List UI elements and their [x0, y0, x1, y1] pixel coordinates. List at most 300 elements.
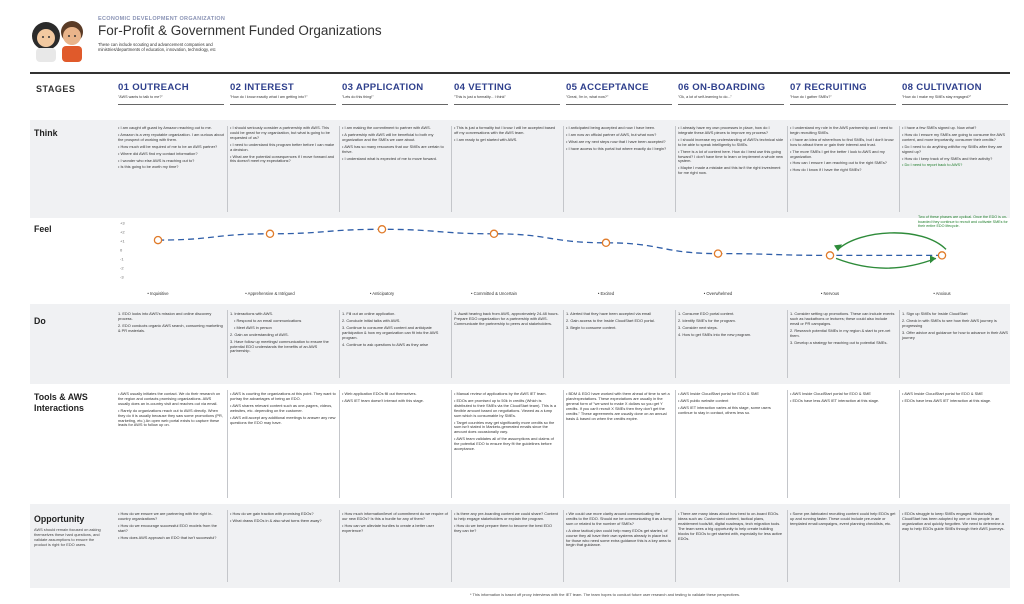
bullet-icon: •: [230, 414, 233, 420]
do-item: 1. Fill out an online application.: [342, 311, 396, 316]
bullet-icon: •: [230, 153, 233, 159]
think-item: [790, 168, 896, 173]
column-separator: [227, 510, 228, 582]
opportunity-subtitle: AWS should remain focused on asking themselves these hard questions, and validate assumptions to ensure the product is right for EDO users.: [34, 527, 101, 547]
feel-label: • Overwhelmed: [703, 291, 733, 296]
item-text: We could use more clarity around communicating the credits to the EDO. Should we be communicating it as a lump sum or related to the number of SMEs?: [566, 511, 672, 526]
do-item: 3. Begin to consume content.: [566, 324, 617, 330]
think-item: [566, 126, 672, 131]
bullet-icon: •: [790, 511, 793, 516]
item-text: Web application EDOs fill out themselves.: [344, 391, 417, 396]
item-text: AWS team validates all of the assumptions and claims of the potential EDO to ensure they fit the guidelines before acceptance.: [454, 436, 554, 452]
bullet-icon: •: [902, 155, 905, 161]
opportunity-item: [566, 529, 672, 549]
bullet-icon: •: [678, 391, 681, 396]
bullet-icon: •: [118, 391, 121, 396]
item-text: I have an idea of where/how to find SMEs, but I don't know how to attract them or gain their interest and trust.: [790, 136, 894, 147]
think-item: [342, 157, 448, 162]
stage-2: [230, 82, 336, 99]
item-text: I am caught off guard by Amazon reaching out to me.: [120, 125, 212, 130]
do-item: 2. Gain access to the Inside CloudStart EDO portal.: [566, 317, 655, 323]
bullet-icon: •: [902, 511, 905, 516]
bullet-icon: •: [454, 125, 457, 130]
opportunity-cell: [118, 512, 224, 543]
bullet-icon: •: [454, 136, 457, 142]
bullet-icon: •: [902, 125, 905, 130]
bullet-icon: •: [790, 391, 793, 396]
bullet-icon: •: [118, 125, 121, 130]
item-text: Is this going to be worth my time?: [120, 164, 179, 170]
stage-underline: [902, 104, 1008, 105]
tools-item: [118, 392, 224, 407]
feel-point: [826, 252, 833, 259]
think-cell: [790, 126, 896, 175]
do-item: 2. Identify SME's for the program.: [678, 317, 736, 323]
feel-label: • Excited: [597, 291, 615, 296]
tools-cell: [902, 392, 1008, 406]
think-item: [678, 126, 784, 136]
think-item: [230, 143, 336, 153]
do-cell: [230, 312, 336, 356]
item-text: Amazon is a very reputable organization. I am curious about the prospect of working with them.: [118, 131, 224, 142]
column-separator: [339, 390, 340, 498]
bullet-icon: •: [342, 125, 345, 130]
column-separator: [675, 510, 676, 582]
item-text: What are my next steps now that I have been accepted?: [568, 138, 666, 144]
opportunity-cell: [230, 512, 336, 526]
do-item: 1. Interactions with AWS.: [230, 311, 274, 316]
item-text: I understand my role in the AWS partnership and I need to begin recruiting SMEs.: [790, 125, 893, 135]
do-item: 2. Check in with SMEs to see how their AWS journey is progressing: [902, 317, 997, 328]
do-item: 1. Consider setting up promotions. These can include events such as hackathons or lectures; these could also include email or PR campaigns.: [790, 311, 895, 326]
do-item: 1. Sign up SMEs for Inside CloudStart: [902, 311, 968, 316]
column-separator: [899, 310, 900, 378]
row-label-opportunity: Opportunity: [34, 514, 85, 524]
think-cell: [118, 126, 224, 172]
bullet-icon: •: [566, 511, 569, 516]
do-item: • Meet AWS in person: [234, 324, 272, 330]
feel-label: • Committed & Uncertain: [471, 291, 517, 296]
do-item: 1. Await hearing back from AWS, approximately 24-48 hours. Prepare EDO organization for a partnership with AWS. Communicate the partnership to peers and stakeholders.: [454, 311, 559, 326]
bullet-icon: •: [454, 436, 457, 442]
stage-name: 08 CULTIVATION: [902, 82, 982, 93]
opportunity-cell: [342, 512, 448, 536]
do-item: 1. Consume EDO portal content.: [678, 311, 735, 316]
tools-cell: [342, 392, 448, 406]
item-text: AWS usually initiates the contact. We do their research on the region and contacts promising organizations. AWS usually does an in-country visit and reaches out via email.: [118, 391, 221, 406]
feel-label: • Anxious: [933, 291, 951, 296]
column-separator: [563, 310, 564, 378]
bullet-icon: •: [678, 404, 681, 410]
item-text: How do we ensure we are partnering with the right in-country organizations?: [118, 511, 213, 521]
do-item: 2. EDO conducts organic AWS search, consuming marketing & PR materials.: [118, 322, 223, 333]
header-divider: [30, 72, 1010, 74]
bullet-icon: •: [790, 167, 793, 173]
row-label-think: Think: [34, 128, 58, 138]
do-cell: [342, 312, 448, 349]
bullet-icon: •: [230, 517, 233, 523]
bullet-icon: •: [902, 162, 905, 168]
axis-tick: -3: [120, 274, 124, 280]
item-text: How do we encourage successful EDO models from the start?: [118, 522, 217, 533]
think-item: [902, 163, 1008, 168]
bullet-icon: •: [230, 125, 233, 130]
do-cell: [790, 312, 896, 347]
bullet-icon: •: [118, 522, 121, 528]
column-separator: [227, 310, 228, 378]
column-separator: [451, 510, 452, 582]
column-separator: [675, 310, 676, 378]
tools-item: [230, 392, 336, 402]
item-text: I wonder who else AWS is reaching out to?: [120, 157, 195, 163]
think-item: [790, 150, 896, 160]
bullet-icon: •: [454, 522, 457, 528]
bullet-icon: •: [118, 131, 121, 137]
item-text: I already have my own processes in place, how do I integrate these AWS pieces to improve my process?: [678, 125, 770, 135]
item-text: How can we alleviate hurdles to create a better user experience?: [342, 522, 434, 533]
item-text: I am now an official partner of AWS, but what now?: [568, 131, 657, 137]
think-cell: [342, 126, 448, 163]
stage-name: 02 INTEREST: [230, 82, 295, 93]
do-item: 1. EDO looks into AWS's mission and online discovery process.: [118, 311, 212, 321]
bullet-icon: •: [678, 136, 681, 142]
item-text: I have a few SMEs signed up. Now what?: [904, 125, 977, 130]
opportunity-item: [118, 524, 224, 534]
bullet-icon: •: [454, 397, 457, 403]
tools-item: [566, 392, 672, 421]
column-separator: [451, 310, 452, 378]
bullet-icon: •: [118, 407, 121, 413]
bullet-icon: •: [678, 397, 681, 403]
bullet-icon: •: [230, 141, 233, 147]
opportunity-item: [118, 512, 224, 522]
column-separator: [899, 510, 900, 582]
feel-point: [714, 250, 721, 257]
think-cell: [566, 126, 672, 154]
axis-tick: -2: [120, 265, 124, 271]
column-separator: [675, 390, 676, 498]
column-separator: [339, 310, 340, 378]
think-item: [118, 126, 224, 131]
stage-underline: [790, 104, 896, 105]
stage-underline: [230, 104, 336, 105]
do-item: 2. Research potential SMEs in my region & start to pre-vet them.: [790, 327, 891, 338]
item-text: BDM & EDO have worked with them ahead of time to set a plan/expectations. These expectations are usually in the general form of "we want to make X dollars so you get Y credits. If you can't recruit X SMEs then they don't get the credits." These agreements are usually done on an annual basis & based on when the credits expire.: [566, 391, 670, 421]
think-cell: [454, 126, 560, 145]
column-separator: [899, 126, 900, 212]
think-cell: [230, 126, 336, 166]
tools-cell: [678, 392, 784, 418]
stage-underline: [566, 104, 672, 105]
axis-tick: -1: [120, 256, 124, 262]
item-text: EDOs are promised up to 50k in credits (Which is distributed to their SMEs via the CloudStart team). This is a flexible amount based on negotiations. Viewed as a lump sum which is consumable by SMEs.: [454, 397, 556, 418]
think-item: [342, 126, 448, 131]
opportunity-item: [230, 519, 336, 524]
item-text: What are the potential consequences if I move forward and this doesn't meet my expectations?: [230, 153, 335, 164]
feel-point: [938, 252, 945, 259]
do-item: 1. Alerted that they have been accepted via email: [566, 311, 652, 316]
stage-underline: [118, 104, 224, 105]
opportunity-cell: [678, 512, 784, 543]
stage-name: 05 ACCEPTANCE: [566, 82, 649, 93]
item-text: How much information/level of commitment do we require of our new EDOs? Is this a hurdle for any of them?: [342, 511, 448, 521]
do-item: 3. Develop a strategy for reaching out to potential SMEs.: [790, 339, 888, 345]
think-item: [454, 126, 560, 136]
stages-label: STAGES: [36, 84, 76, 94]
think-cell: [678, 126, 784, 178]
item-text: Maybe I made a mistake and this isn't the right investment for me right now.: [678, 165, 781, 176]
stage-quote: "How do I gather SMEs?": [790, 94, 832, 99]
think-item: [566, 133, 672, 138]
item-text: EDOs have less AWS IET interaction at this stage.: [792, 397, 880, 403]
axis-tick: +1: [120, 238, 125, 244]
bullet-icon: •: [230, 511, 233, 516]
bullet-icon: •: [342, 522, 345, 528]
do-cell: [678, 312, 784, 340]
tools-cell: [790, 392, 896, 406]
do-item: 3. Consider next steps.: [678, 324, 718, 330]
tools-item: [454, 399, 560, 419]
column-separator: [675, 126, 676, 212]
item-text: How do we best prepare them to become the best EDO they can be?: [454, 522, 553, 533]
bullet-icon: •: [566, 125, 569, 130]
item-text: How do we gain traction with promising EDOs?: [232, 511, 314, 516]
bullet-icon: •: [566, 527, 569, 533]
think-item: [902, 133, 1008, 143]
stage-8: [902, 82, 1008, 99]
stage-quote: "Lets do this thing!": [342, 94, 374, 99]
tools-item: [790, 392, 896, 397]
column-separator: [563, 126, 564, 212]
item-text: AWS Inside CloudStart portal for EDO & SME: [792, 391, 872, 396]
think-item: [118, 145, 224, 150]
item-text: How do I keep track of my SMEs and their activity?: [904, 155, 993, 161]
item-text: Manual review of applications by the AWS IET team.: [456, 391, 547, 396]
stage-quote: "How do I know exactly what I am getting into?": [230, 94, 308, 99]
persona-avatars-icon: [28, 12, 90, 62]
think-item: [454, 138, 560, 143]
column-separator: [787, 126, 788, 212]
feel-line: [158, 229, 942, 255]
item-text: A clear tactical plan could help many EDOs get started, of course they all have their own systems already in place but for those who need some extra guidance this is a key area to begin that guidance.: [566, 527, 671, 548]
do-cell: [902, 312, 1008, 343]
opportunity-item: [230, 512, 336, 517]
stage-name: 06 ON-BOARDING: [678, 82, 766, 93]
column-separator: [451, 390, 452, 498]
feel-label: • Nervous: [820, 291, 840, 296]
think-cell: [902, 126, 1008, 170]
stage-6: [678, 82, 784, 99]
stage-underline: [454, 104, 560, 105]
bullet-icon: •: [230, 402, 233, 408]
org-label: ECONOMIC DEVELOPMENT ORGANIZATION: [98, 16, 226, 22]
bullet-icon: •: [230, 391, 233, 396]
column-separator: [563, 510, 564, 582]
item-text: The more SMEs I get the better I look to AWS and my organization.: [790, 148, 885, 159]
feel-point: [378, 226, 385, 233]
bullet-icon: •: [342, 143, 345, 149]
opportunity-cell: [454, 512, 560, 536]
bullet-icon: •: [678, 511, 681, 516]
think-item: [902, 157, 1008, 162]
item-text: Rarely do organizations reach out to AWS directly. When they do it is usually because they saw some promotions (PR, marketing, etc.) An open web portal exists to capture these leads for AWS to follow up on.: [118, 407, 223, 428]
think-item: [342, 145, 448, 155]
bullet-icon: •: [902, 131, 905, 137]
item-text: EDOs have less AWS IET interaction at this stage.: [904, 397, 992, 403]
row-label-do: Do: [34, 316, 46, 326]
think-item: [118, 159, 224, 164]
bullet-icon: •: [454, 391, 457, 396]
bullet-icon: •: [566, 138, 569, 144]
row-label-feel: Feel: [34, 224, 52, 234]
think-item: [790, 126, 896, 136]
item-text: Do I need to do anything with/for my SMEs after they are signed up?: [902, 143, 1003, 154]
feel-label: • Inquisitive: [147, 291, 169, 296]
column-separator: [227, 126, 228, 212]
item-text: AWS has so many resources that our SMEs are certain to thrive.: [342, 143, 444, 154]
think-item: [566, 140, 672, 145]
bullet-icon: •: [118, 157, 121, 163]
bullet-icon: •: [678, 148, 681, 154]
do-item: 3. Offer advice and guidance for how to advance in their AWS journey: [902, 329, 1008, 340]
stage-underline: [678, 104, 784, 105]
cycle-arrow-bottom: [836, 258, 936, 268]
item-text: How does AWS approach an EDO that isn't successful?: [120, 534, 217, 540]
stage-quote: "This is just a formality... I think": [454, 94, 506, 99]
item-text: AWS IET interaction varies at this stage, some users continue to stay in contact, others less so.: [678, 404, 771, 415]
think-item: [342, 133, 448, 143]
stage-5: [566, 82, 672, 99]
column-separator: [563, 390, 564, 498]
feel-point: [490, 230, 497, 237]
do-item: • Respond to an email communications: [234, 317, 302, 323]
do-item: 2. Conclude initial talks with AWS.: [342, 317, 401, 323]
stage-name: 03 APPLICATION: [342, 82, 424, 93]
row-label-tools: Tools & AWS Interactions: [34, 392, 88, 413]
item-text: AWS is courting the organizations at this point. They want to portray the advantages of being an EDO.: [230, 391, 336, 401]
item-text: EDOs struggle to keep SMEs engaged. Historically CloudStart has been adopted by one or two people in an organization and quickly forgotten. We need to determine a way to help EDOs guide SMEs through their AWS journeys.: [902, 511, 1005, 531]
column-separator: [451, 126, 452, 212]
tools-cell: [230, 392, 336, 427]
opportunity-cell: [566, 512, 672, 550]
item-text: AWS Inside CloudStart portal for EDO & SME: [680, 391, 760, 396]
column-separator: [787, 510, 788, 582]
do-item: 4. Continue to ask questions to AWS as they arise: [342, 341, 429, 347]
stage-quote: "How do I make my SMEs stay engaged?": [902, 94, 972, 99]
tools-item: [118, 409, 224, 429]
bullet-icon: •: [342, 155, 345, 161]
do-item: 2. Gain an understanding of AWS.: [230, 331, 289, 337]
column-separator: [787, 310, 788, 378]
cycle-arrow-top: [838, 233, 946, 250]
item-text: What draws EDOs in & also what turns them away?: [232, 517, 322, 523]
tools-item: [902, 399, 1008, 404]
item-text: AWS IET team doesn't interact with this stage.: [344, 397, 424, 403]
item-text: I have access to this portal but where exactly do I begin?: [568, 145, 667, 151]
bullet-icon: •: [454, 419, 457, 425]
think-item: [230, 126, 336, 141]
tools-item: [342, 399, 448, 404]
bullet-icon: •: [566, 391, 569, 396]
item-text: There are many ideas about how best to on-board EDOs. Ideas such as: Customized content, tactical plans, enablement tools/kit, digital roadmaps, tech migration tools. The team sees a big opportunity to help create building blocks for EDOs to get started with, especially for less active EDOs.: [678, 511, 783, 541]
tools-item: [230, 416, 336, 426]
cycle-callout: Two of these phases are cyclical. Once the EDO is on-boarded they continue to recruit and cultivate SMEs for their entire EDO lifecycle.: [918, 215, 1008, 229]
stage-name: 01 OUTREACH: [118, 82, 189, 93]
bullet-icon: •: [566, 145, 569, 151]
page-title: For-Profit & Government Funded Organizations: [98, 23, 382, 38]
stage-1: [118, 82, 224, 99]
tools-cell: [454, 392, 560, 454]
stage-name: 07 RECRUITING: [790, 82, 867, 93]
opportunity-item: [118, 536, 224, 541]
opportunity-item: [342, 512, 448, 522]
bullet-icon: •: [790, 148, 793, 154]
item-text: Some pre-fabricated recruiting content could help EDOs get up and running faster. These could include pre-made or templated email campaigns, event planning checklists, etc.: [790, 511, 896, 526]
bullet-icon: •: [902, 391, 905, 396]
bullet-icon: •: [342, 511, 345, 516]
bullet-icon: •: [342, 131, 345, 137]
feel-point: [154, 237, 161, 244]
think-item: [678, 166, 784, 176]
feel-label: • Anticipatory: [369, 291, 395, 296]
feel-point: [602, 239, 609, 246]
tools-item: [342, 392, 448, 397]
stage-quote: "Ok, a lot of self-learning to do...": [678, 94, 732, 99]
opportunity-item: [902, 512, 1008, 532]
item-text: This is just a formality but I know I will be accepted based off my conversations with the AWS team.: [454, 125, 556, 135]
tools-item: [454, 392, 560, 397]
stage-name: 04 VETTING: [454, 82, 512, 93]
think-item: [566, 147, 672, 152]
think-item: [118, 152, 224, 157]
axis-tick: 0: [120, 247, 123, 253]
item-text: There is a lot of content here. How do I best use this going forward? I don't have time to learn or implement a whole new system.: [678, 148, 783, 164]
think-item: [790, 161, 896, 166]
stage-4: [454, 82, 560, 99]
item-text: How can I ensure I am reaching out to the right SMEs?: [792, 160, 887, 166]
bullet-icon: •: [118, 534, 121, 540]
opportunity-cell: [790, 512, 896, 529]
item-text: How do I know if I have the right SMEs?: [792, 167, 862, 173]
do-cell: [566, 312, 672, 333]
page-subtitle: These can include scouting and advancement companies and ministries/departments of education, innovation, technology, etc: [98, 42, 216, 53]
item-text: AWS Inside CloudStart portal for EDO & SME: [904, 391, 984, 396]
tools-cell: [118, 392, 224, 430]
tools-item: [454, 421, 560, 436]
bullet-icon: •: [902, 143, 905, 149]
stage-quote: "AWS wants to talk to me?": [118, 94, 163, 99]
opportunity-item: [790, 512, 896, 527]
bullet-icon: •: [790, 125, 793, 130]
do-item: 3. Continue to consume AWS content and anticipate participation & how my organization can fit into the AWS program.: [342, 324, 439, 340]
bullet-icon: •: [342, 397, 345, 403]
stage-underline: [342, 104, 448, 105]
item-text: I am ready to get started with AWS.: [456, 136, 518, 142]
tools-item: [454, 437, 560, 452]
stage-7: [790, 82, 896, 99]
think-item: [902, 126, 1008, 131]
do-cell: [454, 312, 560, 329]
think-item: [790, 138, 896, 148]
tools-item: [678, 406, 784, 416]
bullet-icon: •: [118, 164, 121, 170]
column-separator: [899, 390, 900, 498]
bullet-icon: •: [678, 125, 681, 130]
bullet-icon: •: [118, 150, 121, 156]
item-text: A partnership with AWS will be beneficial to both my organization and the SMEs we care about.: [342, 131, 434, 142]
feel-label: • Apprehensive & Intrigued: [245, 291, 295, 296]
bullet-icon: •: [566, 131, 569, 137]
